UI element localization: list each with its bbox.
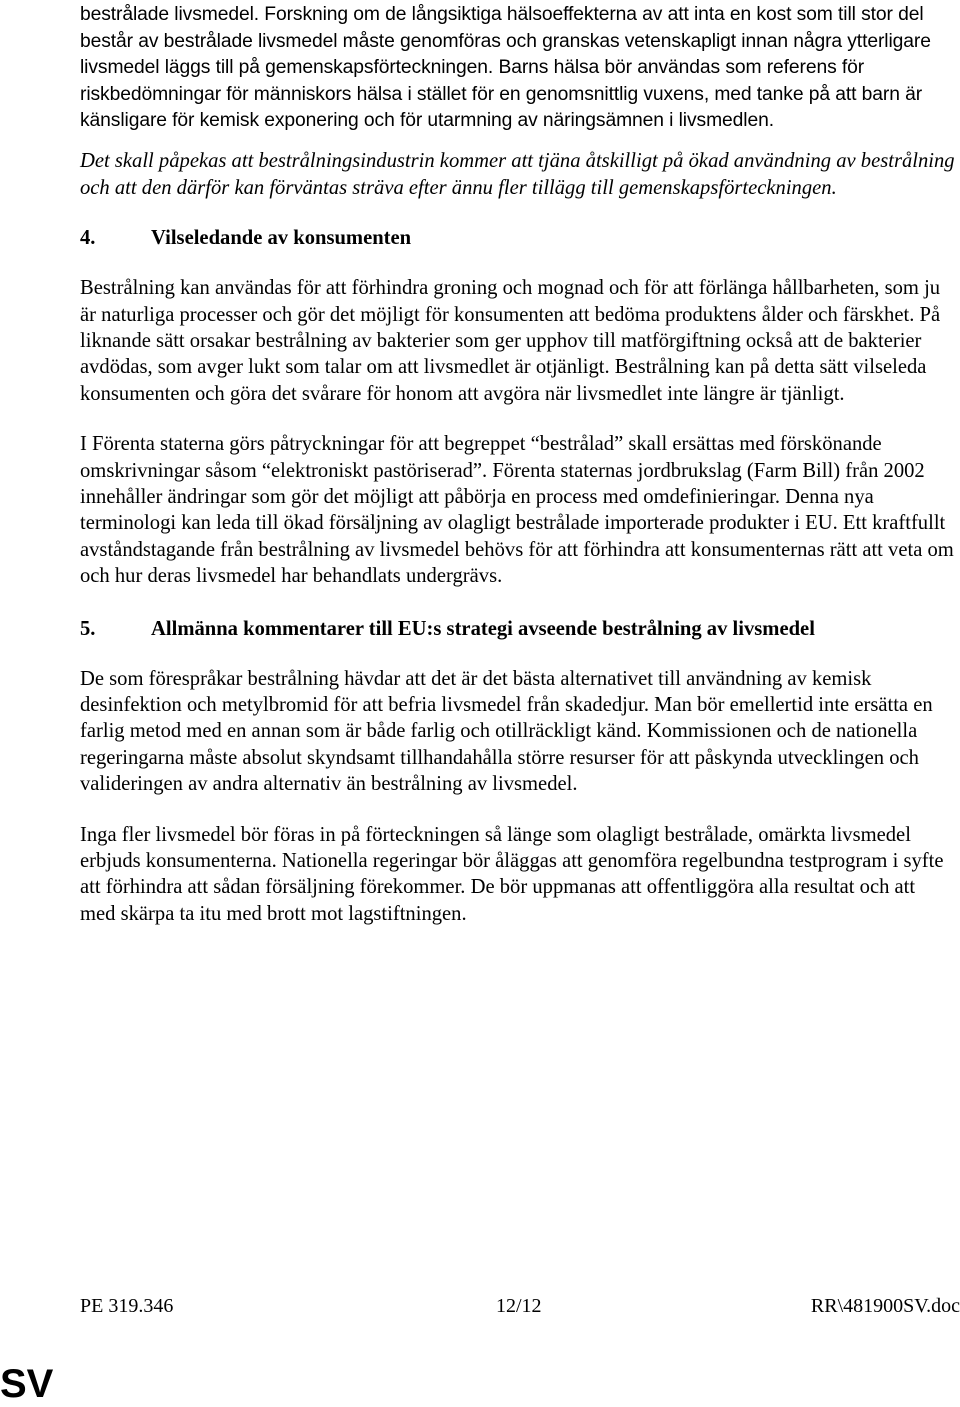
section-4-heading [80,225,955,251]
section-5-paragraph-2: Inga fler livsmedel bör föras in på förteckningen så länge som olagligt bestrålade, omärkta livsmedel erbjuds konsumenterna. Nationella regeringar bör åläggas att genomföra regelbundna testprogram i syfte att förhindra att sådan försäljning förekommer. De bör uppmanas att offentliggöra alla resultat och att med skärpa ta itu med brott mot lagstiftningen. [80,823,944,925]
section-4-title: Vilseledande av konsumenten [151,227,412,250]
page-footer [80,1293,960,1319]
section-4-paragraph-1: Bestrålning kan användas för att förhindra groning och mognad och för att förlänga hållbarheten, som ju är naturliga processer och gör det möjligt för konsumenten att bedöma produktens ålder och färskhet. På liknande sätt orsakar bestrålning av bakterier som ger upphov till matförgiftning också att de bakterier avdödas, som avger lukt som talar om att livsmedlet är otjänligt. Bestrålning kan på detta sätt vilseleda konsumenten och göra det svårare för honom att avgöra när livsmedlet inte längre är tjänligt. [80,277,941,405]
section-5-paragraph-1: De som förespråkar bestrålning hävdar att det är det bästa alternativet till användning av kemisk desinfektion och metylbromid för att befria livsmedel från skadedjur. Man bör emellertid inte ersätta en farlig metod med en annan som är både farlig och otillräckligt känd. Kommissionen och de nationella regeringarna måste absolut skyndsamt tillhandahålla större resurser för att påskynda utvecklingen och valideringen av andra alternativ än bestrålning av livsmedel. [80,667,933,796]
footer-reference: PE 319.346 [80,1295,174,1317]
section-5-title: Allmänna kommentarer till EU:s strategi avseende bestrålning av livsmedel [151,617,815,640]
section-5-heading [80,616,955,642]
section-5-number: 5. [80,617,96,640]
footer-file-name: RR\481900SV.doc [810,1295,960,1317]
paragraph-intro: bestrålade livsmedel. Forskning om de långsiktiga hälsoeffekterna av att inta en kost som till stor del består av bestrålade livsmedel måste genomföras och granskas vetenskapligt innan några ytterligare livsmedel läggs till på gemenskapsförteckningen. Barns hälsa bör användas som referens för riskbedömningar för människors hälsa i stället för en genomsnittlig vuxens, med tanke på att barn är känsligare för kemisk exponering och för utarmning av näringsämnen i livsmedlen. [80,4,931,132]
language-code: SV [0,1362,54,1406]
section-4-number: 4. [80,227,96,250]
document-body [80,0,955,927]
footer-page-number: 12/12 [496,1295,542,1317]
paragraph-italic-note: Det skall påpekas att bestrålningsindustrin kommer att tjäna åtskilligt på ökad användning av bestrålning och att den därför kan förväntas sträva efter ännu fler tillägg till gemenskapsförteckningen. [80,149,955,199]
section-4-paragraph-2: I Förenta staterna görs påtryckningar för att begreppet “bestrålad” skall ersättas med förskönande omskrivningar såsom “elektroniskt pastöriserad”. Förenta staternas jordbrukslag (Farm Bill) från 2002 innehåller ändringar som gör det möjligt att påbörja en process med omdefinieringar. Denna nya terminologi kan leda till ökad försäljning av olagligt bestrålade importerade produkter i EU. Ett kraftfullt avståndstagande från bestrålning av livsmedel behövs för att förhindra att konsumenternas rätt att veta om och hur deras livsmedel har behandlats undergrävs. [80,433,954,588]
